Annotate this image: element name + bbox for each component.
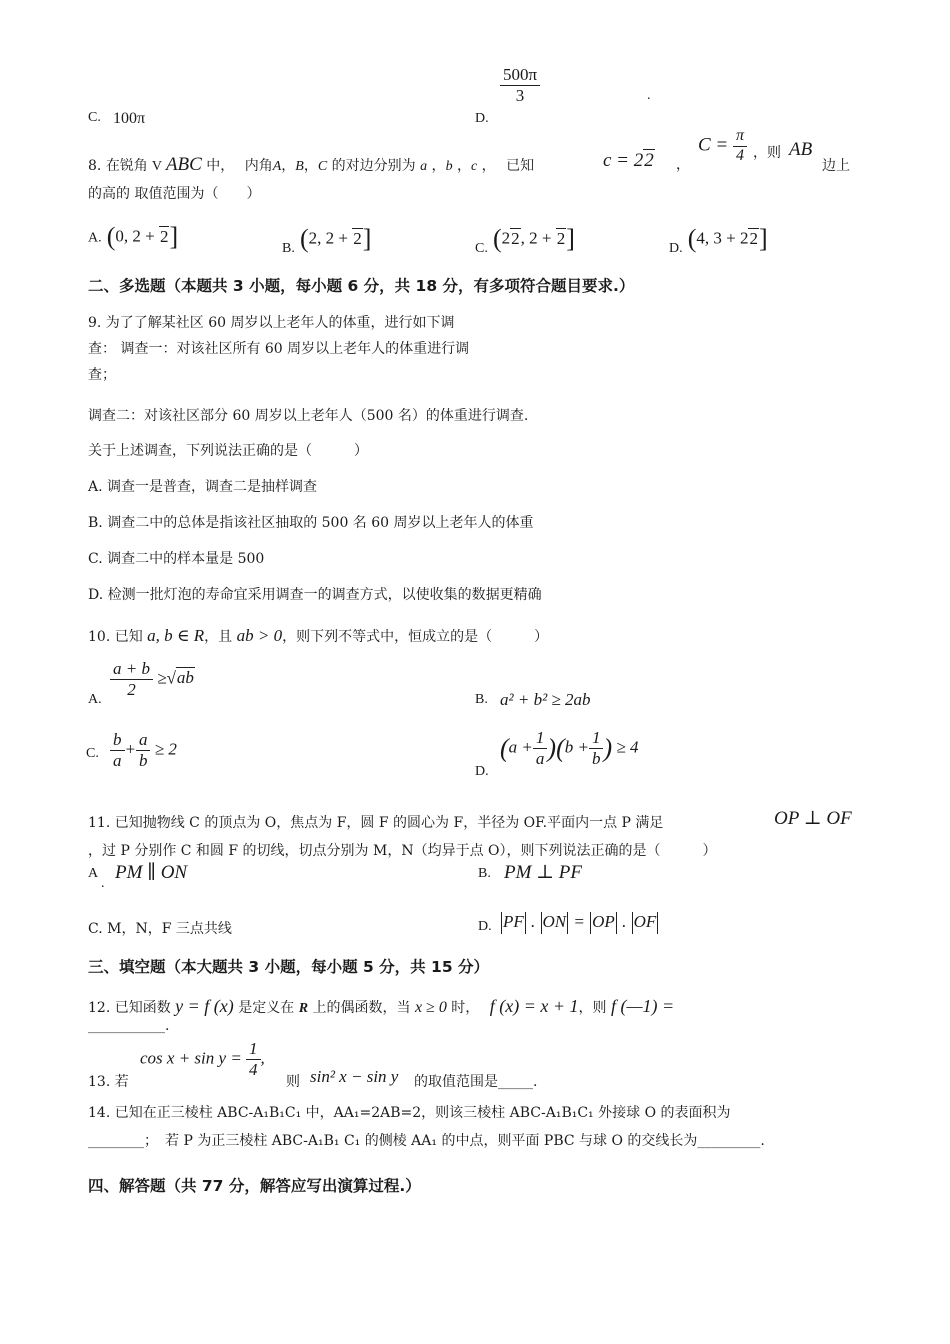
q13-suffix: 的取值范围是_____. [414,1074,538,1090]
q9-option-c: C. 调查二中的样本量是 500 [88,551,265,567]
q11-option-d-label: D. [478,919,492,934]
q8-AB: AB [789,139,813,160]
q9-line2: 查： 调查一：对该社区所有 60 周岁以上老年人的体重进行调 [88,341,470,357]
q8-C-equals: C = $\frac{\pi}{4}$ [698,128,747,165]
q11-option-a-dot: . [101,876,105,891]
q8-then: ，则 [753,145,781,161]
q7-trailing-dot: . [647,88,651,103]
q11-option-a-expr: PM ∥ ON [115,862,188,883]
q7-option-c-label: C. [88,110,101,125]
q9-line5: 关于上述调查，下列说法正确的是（ ） [88,443,368,459]
q12-stem: 12. 已知函数 y = f (x) 是定义在 R 上的偶函数，当 x ≥ 0 时， f (x) = x + 1，则 f (—1) = [88,996,675,1016]
section-3-heading: 三、填空题（本大题共 3 小题，每小题 5 分，共 15 分） [88,958,490,976]
q9-option-a: A. 调查一是普查，调查二是抽样调查 [88,479,318,495]
q11-option-b-label: B. [478,866,491,881]
q10-option-a-label: A. [88,692,102,707]
q9-line4: 调查二：对该社区部分 60 周岁以上老年人（500 名）的体重进行调查. [88,408,529,424]
q10-option-b-label: B. [475,692,488,707]
q11-stem2: ，过 P 分别作 C 和圆 F 的切线，切点分别为 M，N（均异于点 O），则下列说法正确的是（ ） [88,843,717,859]
q8-c-equals: c = 22 [603,150,654,171]
q7-option-d-label: D. [475,111,489,126]
q9-line1: 9. 为了了解某社区 60 周岁以上老年人的体重，进行如下调 [88,315,455,331]
q10-option-d-label: D. [475,764,489,779]
q14-line2: ________； 若 P 为正三棱柱 ABC-A₁B₁ C₁ 的侧棱 AA₁ 的中点，则平面 PBC 与球 O 的交线长为_________. [88,1133,765,1149]
q13-then: 则 [286,1074,300,1090]
section-2-heading: 二、多选题（本题共 3 小题，每小题 6 分，共 18 分，有多项符合题目要求.） [88,277,635,295]
q10-option-a-expr: $\frac{a + b}{2}$ ≥√ab [110,660,195,699]
q13-prefix: 13. 若 [88,1074,129,1090]
q11-option-b-expr: PM ⊥ PF [504,862,583,883]
q8-option-b: B. (2, 2 + 2] [282,224,372,256]
q10-option-c-label: C. [86,746,99,761]
q12-blank: ___________. [88,1018,170,1034]
q8-stem-line2: 的高的 取值范围为（ ） [88,186,261,202]
q10-option-d-expr: (a + $\frac{1}{a}$ )(b + $\frac{1}{b}$ ) ≥ 4 [500,728,639,768]
q11-option-a-label: A [88,866,99,881]
q13-condition: cos x + sin y = $\frac{1}{4}$ , [140,1039,265,1079]
q10-option-b-expr: a² + b² ≥ 2ab [500,690,591,709]
q8-edge: 边上 [822,158,850,174]
q8-option-d: D. (4, 3 + 22] [669,224,768,256]
q10-option-c-expr: $\frac{b}{a}$ + $\frac{a}{b}$ ≥ 2 [110,731,177,770]
q7-option-d-fraction: $\frac{500\pi}{3}$ [500,66,540,105]
q11-condition: OP ⊥ OF [774,808,852,829]
q8-comma: ， [676,157,690,173]
q11-stem1: 11. 已知抛物线 C 的顶点为 O，焦点为 F，圆 F 的圆心为 F，半径为 OF.平面内一点 P 满足 [88,815,664,831]
q11-option-d-expr: PF . ON = OP . OF [500,912,659,934]
q7-option-c-value: 100π [113,110,146,127]
q14-line1: 14. 已知在正三棱柱 ABC-A₁B₁C₁ 中，AA₁=2AB=2，则该三棱柱 ABC-A₁B₁C₁ 外接球 O 的表面积为 [88,1105,731,1121]
q11-option-c: C. M，N，F 三点共线 [88,921,232,937]
section-4-heading: 四、解答题（共 77 分，解答应写出演算过程.） [88,1177,421,1195]
q9-line3: 查； [88,367,116,383]
q9-option-d: D. 检测一批灯泡的寿命宜采用调查一的调查方式，以使收集的数据更精确 [88,587,542,603]
q10-stem: 10. 已知 a, b ∈ R，且 ab > 0，则下列不等式中，恒成立的是（ ） [88,626,549,645]
q9-option-b: B. 调查二中的总体是指该社区抽取的 500 名 60 周岁以上老年人的体重 [88,515,534,531]
q8-stem-line1: 8. 在锐角 V ABC 中， 内角A，B，C 的对边分别为 a ，b ，c ， 已知 [88,154,535,175]
q13-expression: sin² x − sin y [310,1067,399,1086]
q8-option-a: A. (0, 2 + 2] [88,222,179,251]
q8-option-c: C. (22, 2 + 2] [475,224,575,256]
